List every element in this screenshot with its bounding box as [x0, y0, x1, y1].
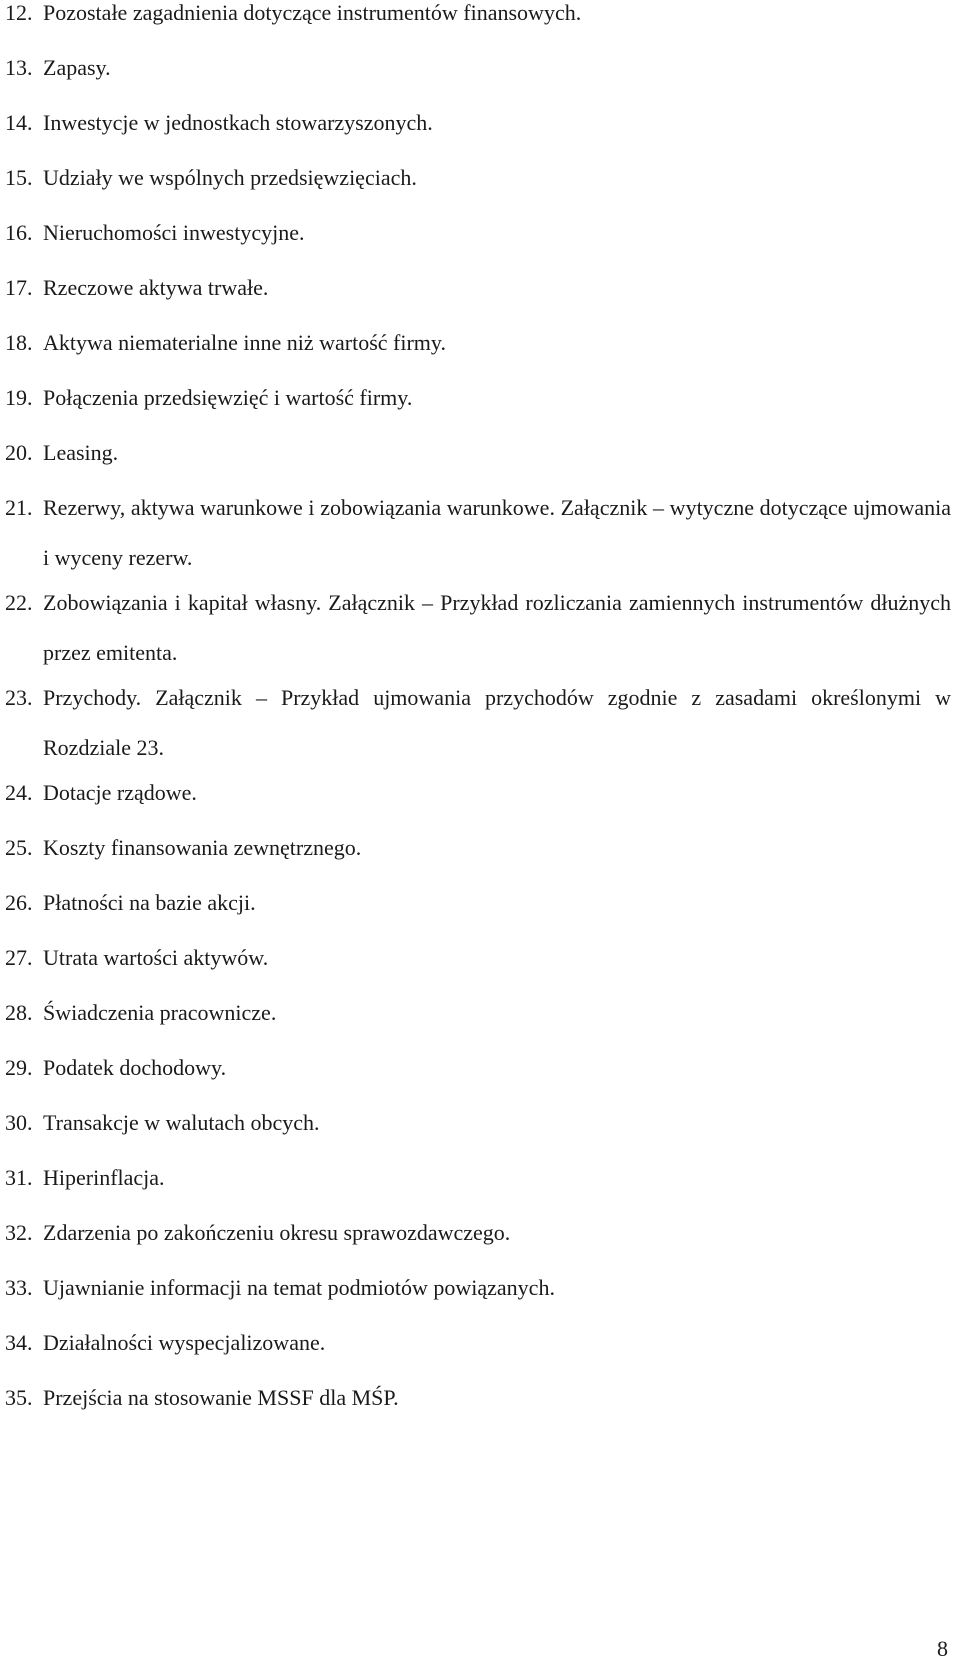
- toc-item-number: 30.: [5, 1110, 33, 1135]
- toc-item-text: Dotacje rządowe.: [43, 780, 197, 805]
- toc-item-number: 27.: [5, 945, 33, 970]
- toc-item-14: [5, 98, 951, 148]
- toc-item-text: Działalności wyspecjalizowane.: [43, 1330, 326, 1355]
- toc-item-number: 13.: [5, 55, 33, 80]
- toc-item-29: [5, 1043, 951, 1093]
- toc-item-text: Przychody. Załącznik – Przykład ujmowania przychodów zgodnie z zasadami określonymi w Rozdziale 23.: [43, 685, 951, 760]
- toc-item-number: 24.: [5, 780, 33, 805]
- toc-item-text: Zapasy.: [43, 55, 111, 80]
- toc-item-number: 29.: [5, 1055, 33, 1080]
- toc-item-20: [5, 428, 951, 478]
- toc-item-13: [5, 43, 951, 93]
- toc-item-number: 14.: [5, 110, 33, 135]
- toc-item-34: [5, 1318, 951, 1368]
- toc-item-number: 22.: [5, 590, 33, 615]
- toc-item-21: [5, 483, 951, 583]
- toc-item-text: Udziały we wspólnych przedsięwzięciach.: [43, 165, 417, 190]
- toc-item-number: 26.: [5, 890, 33, 915]
- toc-item-text: Płatności na bazie akcji.: [43, 890, 256, 915]
- toc-item-19: [5, 373, 951, 423]
- toc-item-number: 20.: [5, 440, 33, 465]
- toc-item-17: [5, 263, 951, 313]
- toc-item-number: 31.: [5, 1165, 33, 1190]
- toc-item-text: Aktywa niematerialne inne niż wartość firmy.: [43, 330, 446, 355]
- toc-item-22: [5, 578, 951, 678]
- toc-item-number: 18.: [5, 330, 33, 355]
- toc-item-text: Inwestycje w jednostkach stowarzyszonych.: [43, 110, 433, 135]
- toc-item-12: [5, 0, 951, 38]
- toc-item-27: [5, 933, 951, 983]
- toc-item-25: [5, 823, 951, 873]
- toc-item-text: Połączenia przedsięwzięć i wartość firmy.: [43, 385, 413, 410]
- toc-item-23: [5, 673, 951, 773]
- toc-item-24: [5, 768, 951, 818]
- toc-item-text: Ujawnianie informacji na temat podmiotów powiązanych.: [43, 1275, 555, 1300]
- toc-item-text: Podatek dochodowy.: [43, 1055, 227, 1080]
- toc-item-text: Rezerwy, aktywa warunkowe i zobowiązania warunkowe. Załącznik – wytyczne dotyczące ujmowania i wyceny rezerw.: [43, 495, 951, 570]
- toc-item-number: 35.: [5, 1385, 33, 1410]
- toc-item-35: [5, 1373, 951, 1423]
- toc-item-text: Przejścia na stosowanie MSSF dla MŚP.: [43, 1385, 399, 1410]
- toc-item-number: 12.: [5, 0, 33, 25]
- toc-item-31: [5, 1153, 951, 1203]
- toc-item-15: [5, 153, 951, 203]
- toc-item-number: 32.: [5, 1220, 33, 1245]
- toc-item-number: 19.: [5, 385, 33, 410]
- toc-item-text: Utrata wartości aktywów.: [43, 945, 269, 970]
- toc-item-28: [5, 988, 951, 1038]
- toc-item-text: Transakcje w walutach obcych.: [43, 1110, 320, 1135]
- toc-item-number: 33.: [5, 1275, 33, 1300]
- toc-item-33: [5, 1263, 951, 1313]
- toc-item-number: 28.: [5, 1000, 33, 1025]
- toc-item-number: 25.: [5, 835, 33, 860]
- toc-item-18: [5, 318, 951, 368]
- toc-item-text: Zdarzenia po zakończeniu okresu sprawozdawczego.: [43, 1220, 511, 1245]
- toc-item-text: Pozostałe zagadnienia dotyczące instrumentów finansowych.: [43, 0, 582, 25]
- toc-item-text: Koszty finansowania zewnętrznego.: [43, 835, 362, 860]
- toc-item-text: Rzeczowe aktywa trwałe.: [43, 275, 269, 300]
- toc-item-number: 34.: [5, 1330, 33, 1355]
- toc-item-16: [5, 208, 951, 258]
- toc-item-text: Świadczenia pracownicze.: [43, 1000, 277, 1025]
- page-number: 8: [937, 1636, 948, 1661]
- toc-item-26: [5, 878, 951, 928]
- toc-item-number: 23.: [5, 685, 33, 710]
- toc-item-text: Zobowiązania i kapitał własny. Załącznik – Przykład rozliczania zamiennych instrumentów dłużnych przez emitenta.: [43, 590, 951, 665]
- toc-item-32: [5, 1208, 951, 1258]
- toc-item-text: Hiperinflacja.: [43, 1165, 165, 1190]
- toc-item-number: 21.: [5, 495, 33, 520]
- toc-item-number: 15.: [5, 165, 33, 190]
- toc-item-number: 17.: [5, 275, 33, 300]
- toc-item-text: Leasing.: [43, 440, 119, 465]
- toc-item-number: 16.: [5, 220, 33, 245]
- toc-item-text: Nieruchomości inwestycyjne.: [43, 220, 305, 245]
- toc-item-30: [5, 1098, 951, 1148]
